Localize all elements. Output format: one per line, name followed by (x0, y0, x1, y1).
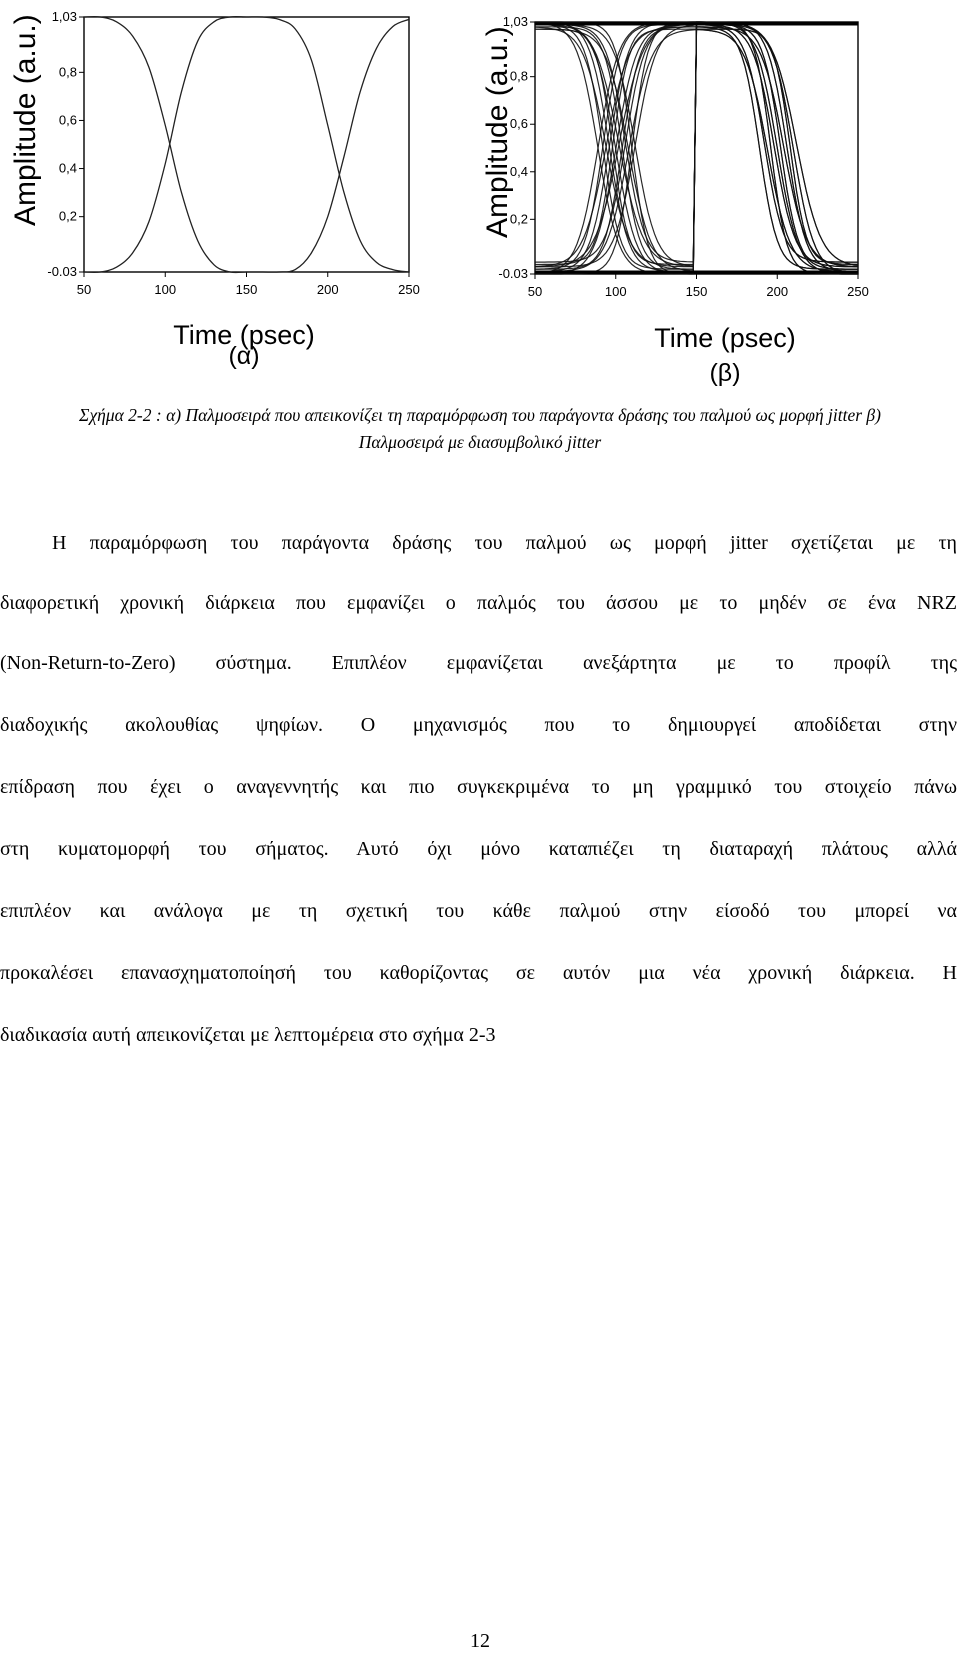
body-line: επίδραση που έχει ο αναγεννητής και πιο συγκεκριμένα το μη γραμμικό του στοιχείο πάνω (0, 776, 957, 798)
x-tick-label: 200 (316, 282, 339, 297)
panel-b-chart (0, 0, 960, 310)
y-tick-label: 1,03 (502, 14, 528, 29)
x-tick-label: 50 (76, 282, 92, 297)
figure-caption: Σχήμα 2-2 : α) Παλμοσειρά που απεικονίζει τη παραμόρφωση του παράγοντα δράσης του παλμού ως μορφή jitter β) Παλμοσειρά με διασυμβολικό jitter (79, 405, 881, 452)
body-line: διαδοχικής ακολουθίας ψηφίων. Ο μηχανισμός που το δημιουργεί αποδίδεται στην (0, 714, 957, 736)
body-line: στη κυματομορφή του σήματος. Αυτό όχι μόνο καταπιέζει τη διαταραχή πλάτους αλλά (0, 838, 957, 860)
y-tick-label: 0,8 (58, 64, 77, 80)
x-tick-label: 250 (398, 282, 420, 297)
body-line: (Non-Return-to-Zero) σύστημα. Επιπλέον εμφανίζεται ανεξάρτητα με το προφίλ της (0, 652, 957, 674)
y-tick-label: 0,6 (58, 112, 77, 128)
panel-a-sublabel: (α) (228, 342, 260, 370)
panel-b-x-axis-label: Time (psec) (654, 323, 796, 353)
x-tick-label: 200 (766, 284, 789, 299)
y-tick-label: 1,03 (51, 9, 77, 24)
y-tick-label: 0,4 (509, 163, 528, 179)
y-tick-label: -0.03 (498, 266, 528, 281)
body-line: διαδικασία αυτή απεικονίζεται με λεπτομέρεια στο σχήμα 2-3 (0, 1024, 496, 1046)
y-tick-label: 0,6 (509, 116, 528, 132)
page-number: 12 (470, 1630, 490, 1652)
panel-b-y-axis-label: Amplitude (a.u.) (481, 26, 514, 238)
panel-b-sublabel: (β) (709, 359, 741, 387)
panel-a-y-axis-label: Amplitude (a.u.) (9, 14, 42, 226)
x-tick-label: 150 (235, 282, 258, 297)
y-tick-label: 0,8 (509, 68, 528, 84)
x-tick-label: 100 (154, 282, 177, 297)
body-line: προκαλέσει επανασχηματοποίησή του καθορίζοντας σε αυτόν μια νέα χρονική διάρκεια. Η (0, 962, 957, 984)
x-tick-label: 100 (604, 284, 627, 299)
x-tick-label: 250 (847, 284, 869, 299)
body-line: επιπλέον και ανάλογα με τη σχετική του κάθε παλμού στην είσοδό του μπορεί να (0, 900, 957, 922)
y-tick-label: 0,4 (58, 160, 77, 176)
body-line: Η παραμόρφωση του παράγοντα δράσης του παλμού ως μορφή jitter σχετίζεται με τη (52, 532, 957, 554)
x-tick-label: 150 (685, 284, 708, 299)
x-tick-label: 50 (527, 284, 543, 299)
y-tick-label: 0,2 (58, 208, 77, 224)
body-line: διαφορετική χρονική διάρκεια που εμφανίζει ο παλμός του άσσου με το μηδέν σε ένα NRZ (0, 592, 957, 614)
y-tick-label: 0,2 (509, 211, 528, 227)
panel-a-x-axis-label: Time (psec) (173, 320, 315, 350)
y-tick-label: -0.03 (47, 264, 77, 279)
